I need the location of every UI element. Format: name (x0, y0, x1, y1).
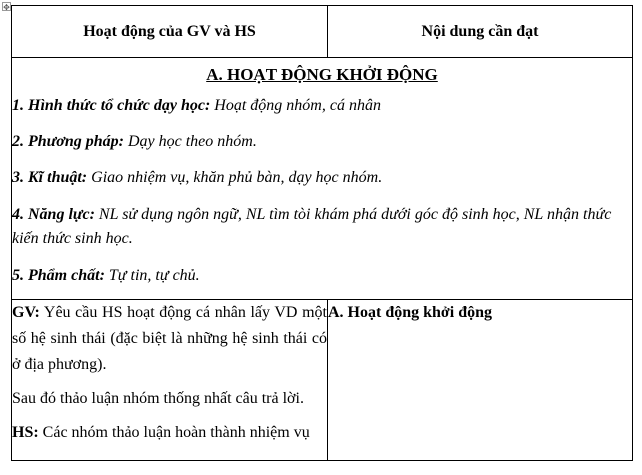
section-cell (12, 58, 633, 300)
content-cell (328, 300, 633, 461)
plan-item-text: Hoạt động nhóm, cá nhân (210, 97, 381, 114)
activity-cell (12, 300, 328, 461)
plan-item-label: 1. Hình thức tổ chức dạy học: (12, 97, 211, 114)
activity-row (12, 300, 633, 461)
hs-label: HS: (12, 424, 39, 441)
header-content-label: Nội dung cần đạt (421, 22, 539, 40)
header-row (12, 6, 633, 58)
gv-label: GV: (12, 304, 40, 321)
plan-item-text: Tự tin, tự chủ. (104, 267, 200, 284)
plan-item-quality (12, 265, 632, 287)
header-activities-label: Hoạt động của GV và HS (83, 22, 256, 40)
section-title: A. HOẠT ĐỘNG KHỞI ĐỘNG (206, 65, 438, 84)
content-title: A. Hoạt động khởi động (328, 304, 493, 321)
plan-item-text: Dạy học theo nhóm. (123, 133, 257, 150)
header-cell-content (328, 6, 633, 58)
gv-text: Yêu cầu HS hoạt động cá nhân lấy VD một số hệ sinh thái (đặc biệt là những hệ sinh thái có ở địa phương). (12, 304, 327, 373)
plan-item-format (12, 95, 632, 117)
plan-item-technique (12, 167, 632, 189)
discussion-paragraph: Sau đó thảo luận nhóm thống nhất câu trả lời. (12, 390, 304, 407)
hs-paragraph (12, 420, 327, 446)
lesson-plan-table (11, 5, 633, 461)
plan-item-text: NL sử dụng ngôn ngữ, NL tìm tòi khám phá dưới góc độ sinh học, NL nhận thức kiến thức sinh học. (12, 206, 612, 247)
table-move-handle-icon[interactable]: ✥ (3, 3, 10, 12)
plan-item-label: 5. Phẩm chất: (12, 267, 105, 284)
gv-paragraph (12, 300, 327, 378)
plan-item-label: 4. Năng lực: (12, 206, 95, 223)
plan-item-competence (12, 203, 632, 251)
plan-item-text: Giao nhiệm vụ, khăn phủ bàn, dạy học nhóm. (87, 169, 383, 186)
hs-text: Các nhóm thảo luận hoàn thành nhiệm vụ (38, 424, 310, 441)
plan-item-method (12, 131, 632, 153)
section-row (12, 58, 633, 300)
plan-item-label: 2. Phương pháp: (12, 133, 124, 150)
plan-item-label: 3. Kĩ thuật: (12, 169, 88, 186)
header-cell-activities (12, 6, 328, 58)
